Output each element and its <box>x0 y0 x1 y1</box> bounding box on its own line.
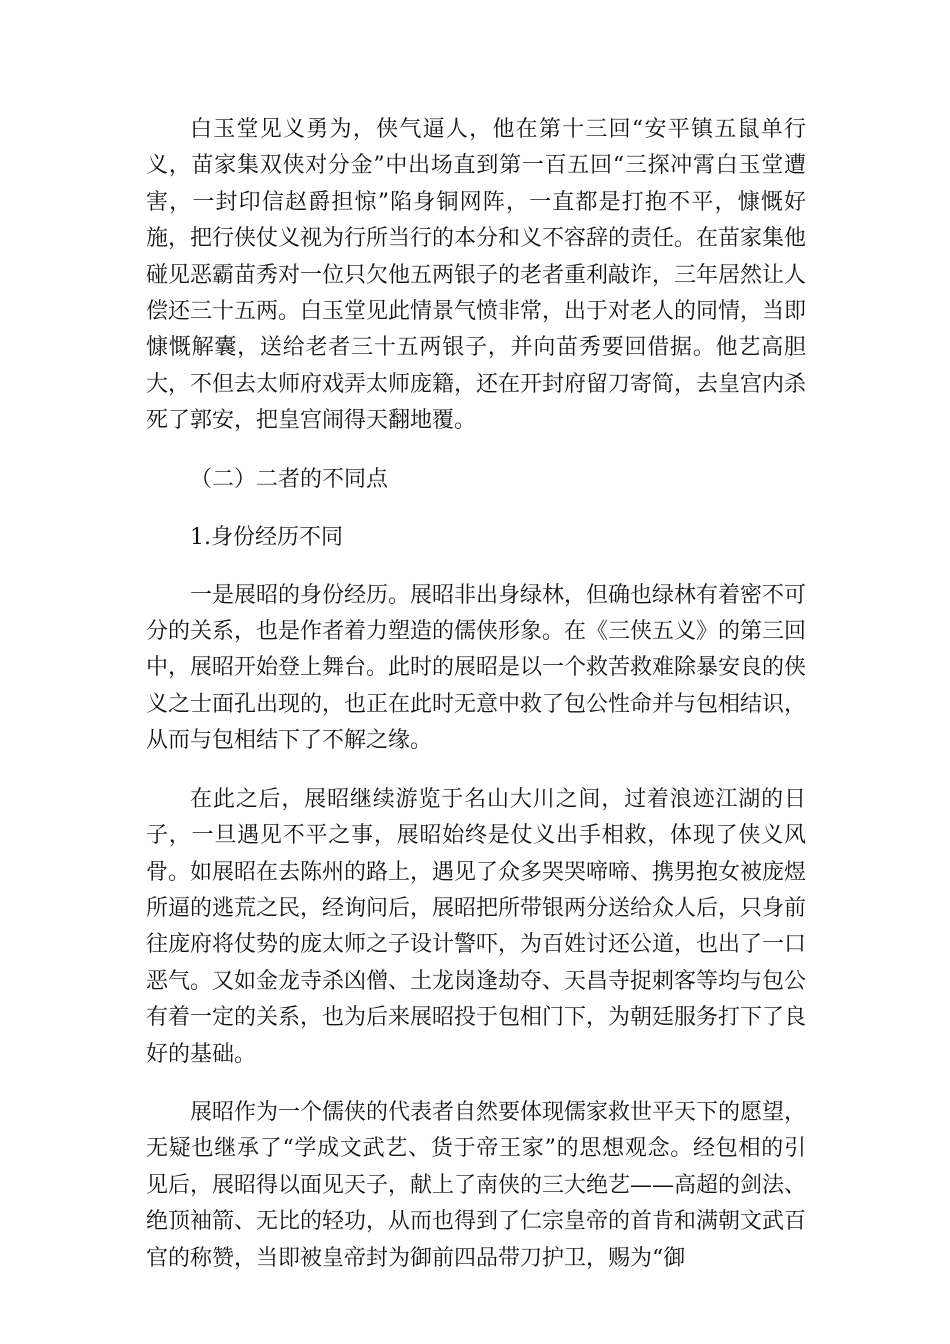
document-body <box>146 112 806 1277</box>
paragraph-bai-yutang: 白玉堂见义勇为，侠气逼人，他在第十三回“安平镇五鼠单行义，苗家集双侠对分金”中出场直到第一百五回“三探冲霄白玉堂遭害，一封印信赵爵担惊”陷身铜网阵，一直都是打抱不平，慷慨好施，把行侠仗义视为行所当行的本分和义不容辞的责任。在苗家集他碰见恶霸苗秀对一位只欠他五两银子的老者重利敲诈，三年居然让人偿还三十五两。白玉堂见此情景气愤非常，出于对老人的同情，当即慷慨解囊，送给老者三十五两银子，并向苗秀要回借据。他艺高胆大，不但去太师府戏弄太师庞籍，还在开封府留刀寄简，去皇宫内杀死了郭安，把皇宫闹得天翻地覆。 <box>146 117 807 434</box>
paragraph-zhan-zhao-identity: 一是展昭的身份经历。展昭非出身绿林，但确也绿林有着密不可分的关系，也是作者着力塑造的儒侠形象。在《三侠五义》的第三回中，展昭开始登上舞台。此时的展昭是以一个救苦救难除暴安良的侠义之士面孔出现的，也正在此时无意中救了包公性命并与包相结识，从而与包相结下了不解之缘。 <box>146 582 807 754</box>
paragraph-zhan-zhao-confucian: 展昭作为一个儒侠的代表者自然要体现儒家救世平天下的愿望，无疑也继承了“学成文武艺、货于帝王家”的思想观念。经包相的引见后，展昭得以面见天子，献上了南侠的三大绝艺——高超的剑法、绝顶袖箭、无比的轻功，从而也得到了仁宗皇帝的首肯和满朝文武百官的称赞，当即被皇帝封为御前四品带刀护卫，赐为“御 <box>146 1099 807 1271</box>
section-heading-differences: （二）二者的不同点 <box>190 466 389 492</box>
subsection-heading-identity: 1.身份经历不同 <box>190 524 343 550</box>
paragraph-zhan-zhao-wandering: 在此之后，展昭继续游览于名山大川之间，过着浪迹江湖的日子，一旦遇见不平之事，展昭始终是仗义出手相救，体现了侠义风骨。如展昭在去陈州的路上，遇见了众多哭哭啼啼、携男抱女被庞煜所逼的逃荒之民，经询问后，展昭把所带银两分送给众人后，只身前往庞府将仗势的庞太师之子设计警吓，为百姓讨还公道，也出了一口恶气。又如金龙寺杀凶僧、土龙岗逢劫夺、天昌寺捉刺客等均与包公有着一定的关系，也为后来展昭投于包相门下，为朝廷服务打下了良好的基础。 <box>146 786 807 1067</box>
